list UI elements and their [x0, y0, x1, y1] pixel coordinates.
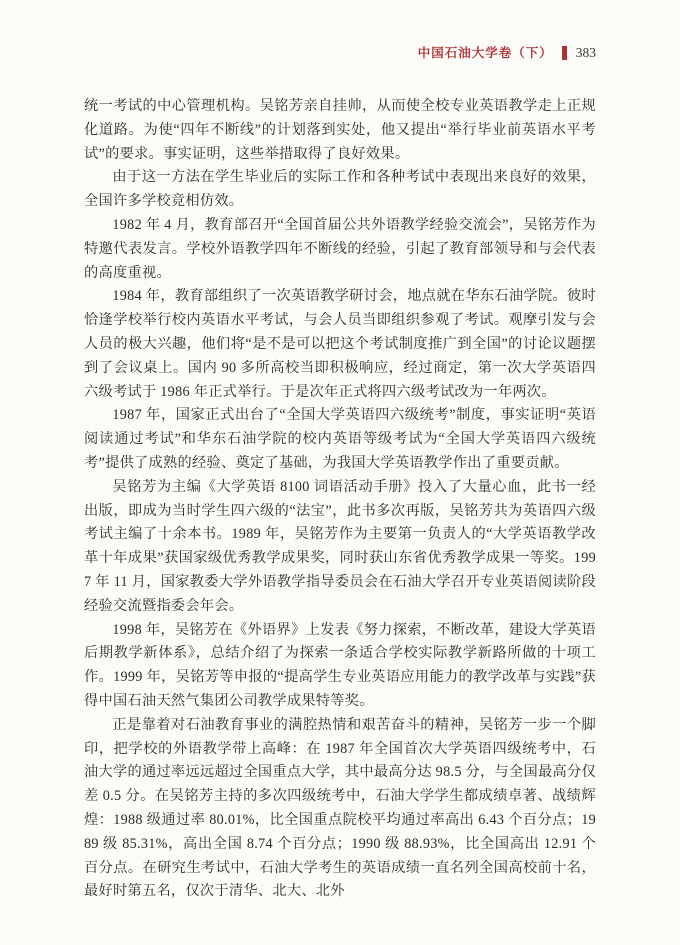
paragraph: 统一考试的中心管理机构。吴铭芳亲自挂帅，从而使全校专业英语教学走上正规化道路。为使“四年不断线”的计划落到实处，他又提出“举行毕业前英语水平考试”的要求。事实证明，这些举措取得了良好效果。 — [84, 98, 596, 162]
paragraph: 正是靠着对石油教育事业的满腔热情和艰苦奋斗的精神，吴铭芳一步一个脚印，把学校的外语教学带上高峰：在 1987 年全国首次大学英语四级统考中，石油大学的通过率远远超过全国重点大学，其中最高分达 98.5 分，与全国最高分仅差 0.5 分。在吴铭芳主持的多次四级统考中，石油大学学生都成绩卓著、战绩辉煌：1988 级通过率 80.01%，比全国重点院校平均通过率高出 6.43 个百分点；1989 级 85.31%，高出全国 8.74 个百分点；1990 级 88.93%，比全国高出 12.91 个百分点。在研究生考试中，石油大学考生的英语成绩一直名列全国高校前十名，最好时第五名，仅次于清华、北大、北外 — [84, 716, 596, 900]
paragraph: 1982 年 4 月，教育部召开“全国首届公共外语教学经验交流会”，吴铭芳作为特邀代表发言。学校外语教学四年不断线的经验，引起了教育部领导和与会代表的高度重视。 — [84, 216, 596, 281]
header-title: 中国石油大学卷（下） — [417, 46, 553, 60]
paragraph: 1987 年，国家正式出台了“全国大学英语四六级统考”制度，事实证明“英语阅读通过考试”和华东石油学院的校内英语等级考试为“全国大学英语四六级统考”提供了成熟的经验、奠定了基础，为我国大学英语教学作出了重要贡献。 — [84, 407, 596, 471]
body-text — [84, 95, 596, 904]
page-header — [84, 44, 596, 62]
paragraph: 吴铭芳为主编《大学英语 8100 词语活动手册》投入了大量心血，此书一经出版，即成为当时学生四六级的“法宝”，此书多次再版，吴铭芳共为英语四六级考试主编了十余本书。1989 年，吴铭芳作为主要第一负责人的“大学英语教学改革十年成果”获国家级优秀教学成果奖，同时获山东省优秀教学成果一等奖。1997 年 11 月，国家教委大学外语教学指导委员会在石油大学召开专业英语阅读阶段经验交流暨指委会年会。 — [84, 478, 596, 614]
paragraph: 1984 年，教育部组织了一次英语教学研讨会，地点就在华东石油学院。彼时恰逢学校举行校内英语水平考试，与会人员当即组织参观了考试。观摩引发与会人员的极大兴趣，他们将“是不是可以把这个考试制度推广到全国”的讨论议题摆到了会议桌上。国内 90 多所高校当即积极响应，经过商定，第一次大学英语四六级考试于 1986 年正式举行。于是次年正式将四六级考试改为一年两次。 — [84, 288, 596, 400]
page-number: 383 — [575, 45, 596, 60]
paragraph: 由于这一方法在学生毕业后的实际工作和各种考试中表现出来良好的效果，全国许多学校竞相仿效。 — [84, 169, 596, 210]
paragraph: 1998 年，吴铭芳在《外语界》上发表《努力探索，不断改革，建设大学英语后期教学新体系》，总结介绍了为探索一条适合学校实际教学新路所做的十项工作。1999 年，吴铭芳等申报的“提高学生专业英语应用能力的教学改革与实践”获得中国石油天然气集团公司教学成果特等奖。 — [84, 621, 596, 709]
header-divider-bar — [562, 46, 567, 60]
